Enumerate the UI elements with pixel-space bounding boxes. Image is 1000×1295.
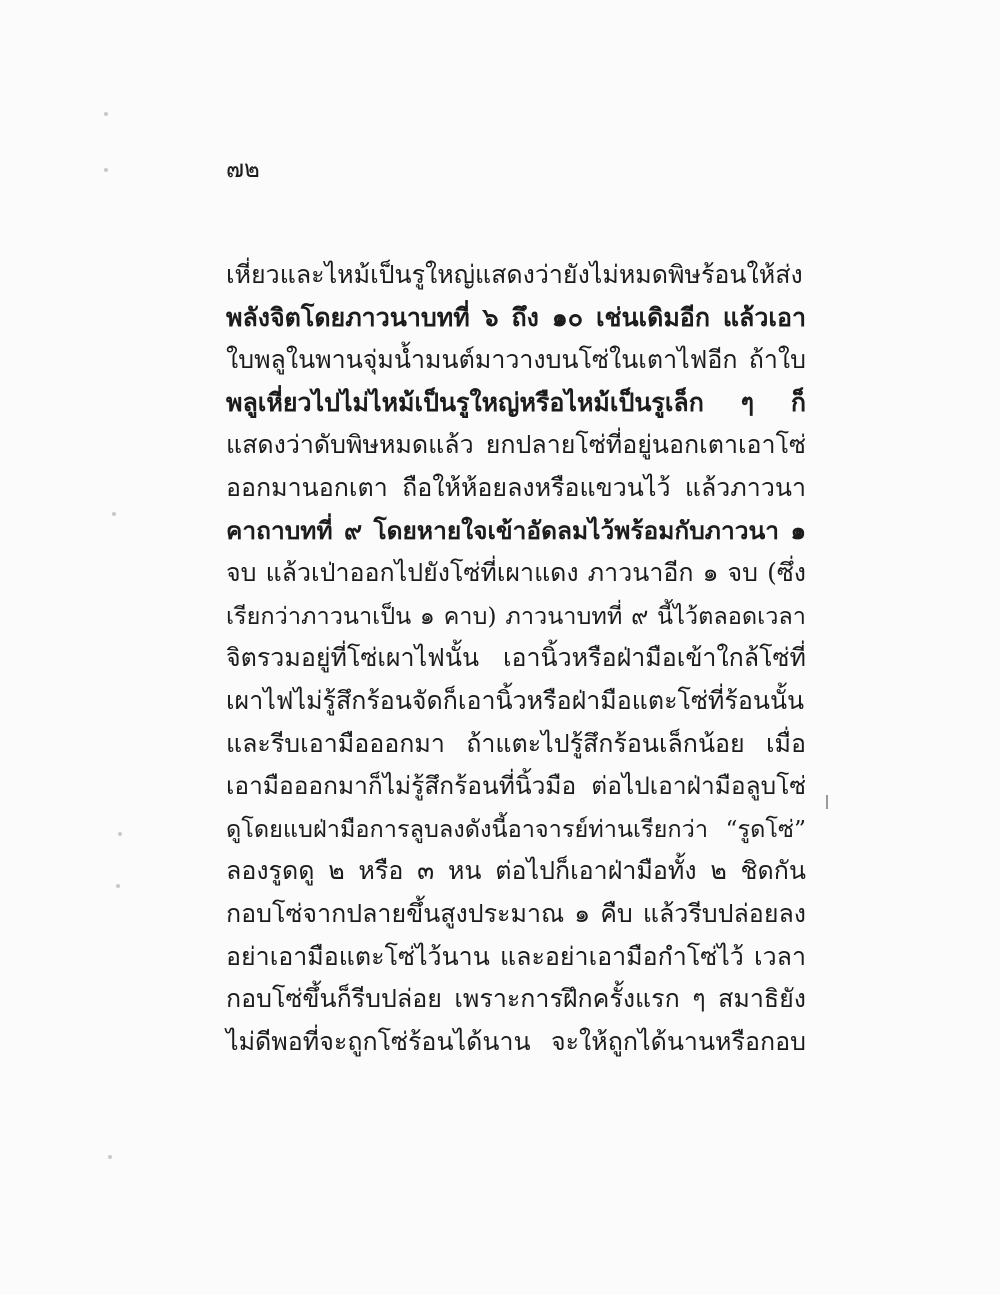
scan-speck [118,832,122,836]
text-line: ลองรูดดู ๒ หรือ ๓ หน ต่อไปก็เอาฝ่ามือทั้ง ๒ ชิดกัน [226,856,806,886]
scan-speck [116,884,120,888]
text-line: เผาไฟไม่รู้สึกร้อนจัดก็เอานิ้วหรือฝ่ามือแตะโซ่ที่ร้อนนั้น [226,685,805,715]
text-line: แสดงว่าดับพิษหมดแล้ว ยกปลายโซ่ที่อยู่นอกเตาเอาโซ่ [226,430,806,460]
text-line: จบ แล้วเป่าออกไปยังโซ่ที่เผาแดง ภาวนาอีก ๑ จบ (ซึ่ง [226,558,806,588]
margin-mark [826,795,828,809]
text-line: เอามือออกมาก็ไม่รู้สึกร้อนที่นิ้วมือ ต่อไปเอาฝ่ามือลูบโซ่ [226,771,806,801]
body-text [226,254,806,1063]
text-line: ไม่ดีพอที่จะถูกโซ่ร้อนได้นาน จะให้ถูกได้นานหรือกอบ [226,1026,806,1056]
page-number: ๗๒ [226,155,260,183]
text-line: อย่าเอามือแตะโซ่ไว้นาน และอย่าเอามือกำโซ่ไว้ เวลา [226,941,806,971]
scan-speck [104,168,108,172]
text-line: พลังจิตโดยภาวนาบทที่ ๖ ถึง ๑๐ เช่นเดิมอีก แล้วเอา [226,302,806,332]
scan-speck [104,112,108,116]
text-line: จิตรวมอยู่ที่โซ่เผาไฟนั้น เอานิ้วหรือฝ่ามือเข้าใกล้โซ่ที่ [226,643,806,673]
text-line: เหี่ยวและไหม้เป็นรูใหญ่แสดงว่ายังไม่หมดพิษร้อนให้ส่ง [226,260,803,289]
scan-speck [112,512,116,516]
text-line: พลูเหี่ยวไปไม่ไหม้เป็นรูใหญ่หรือไหม้เป็นรูเล็ก ๆ ก็ [226,387,806,417]
text-line: คาถาบทที่ ๙ โดยหายใจเข้าอัดลมไว้พร้อมกับภาวนา ๑ [226,515,806,545]
text-line: กอบโซ่จากปลายขึ้นสูงประมาณ ๑ คืบ แล้วรีบปล่อยลง [226,898,806,928]
text-line: และรีบเอามือออกมา ถ้าแตะไปรู้สึกร้อนเล็กน้อย เมื่อ [226,728,806,758]
text-line: กอบโซ่ขึ้นก็รีบปล่อย เพราะการฝึกครั้งแรก ๆ สมาธิยัง [226,984,806,1014]
text-line: ดูโดยแบฝ่ามือการลูบลงดังนี้อาจารย์ท่านเรียกว่า “รูดโซ่” [226,814,806,843]
text-line: เรียกว่าภาวนาเป็น ๑ คาบ) ภาวนาบทที่ ๙ นี้ไว้ตลอดเวลา [226,601,806,630]
text-line: ออกมานอกเตา ถือให้ห้อยลงหรือแขวนไว้ แล้วภาวนา [226,472,806,502]
text-line: ใบพลูในพานจุ่มน้ำมนต์มาวางบนโซ่ในเตาไฟอีก ถ้าใบ [226,345,806,375]
scan-speck [108,1155,112,1159]
